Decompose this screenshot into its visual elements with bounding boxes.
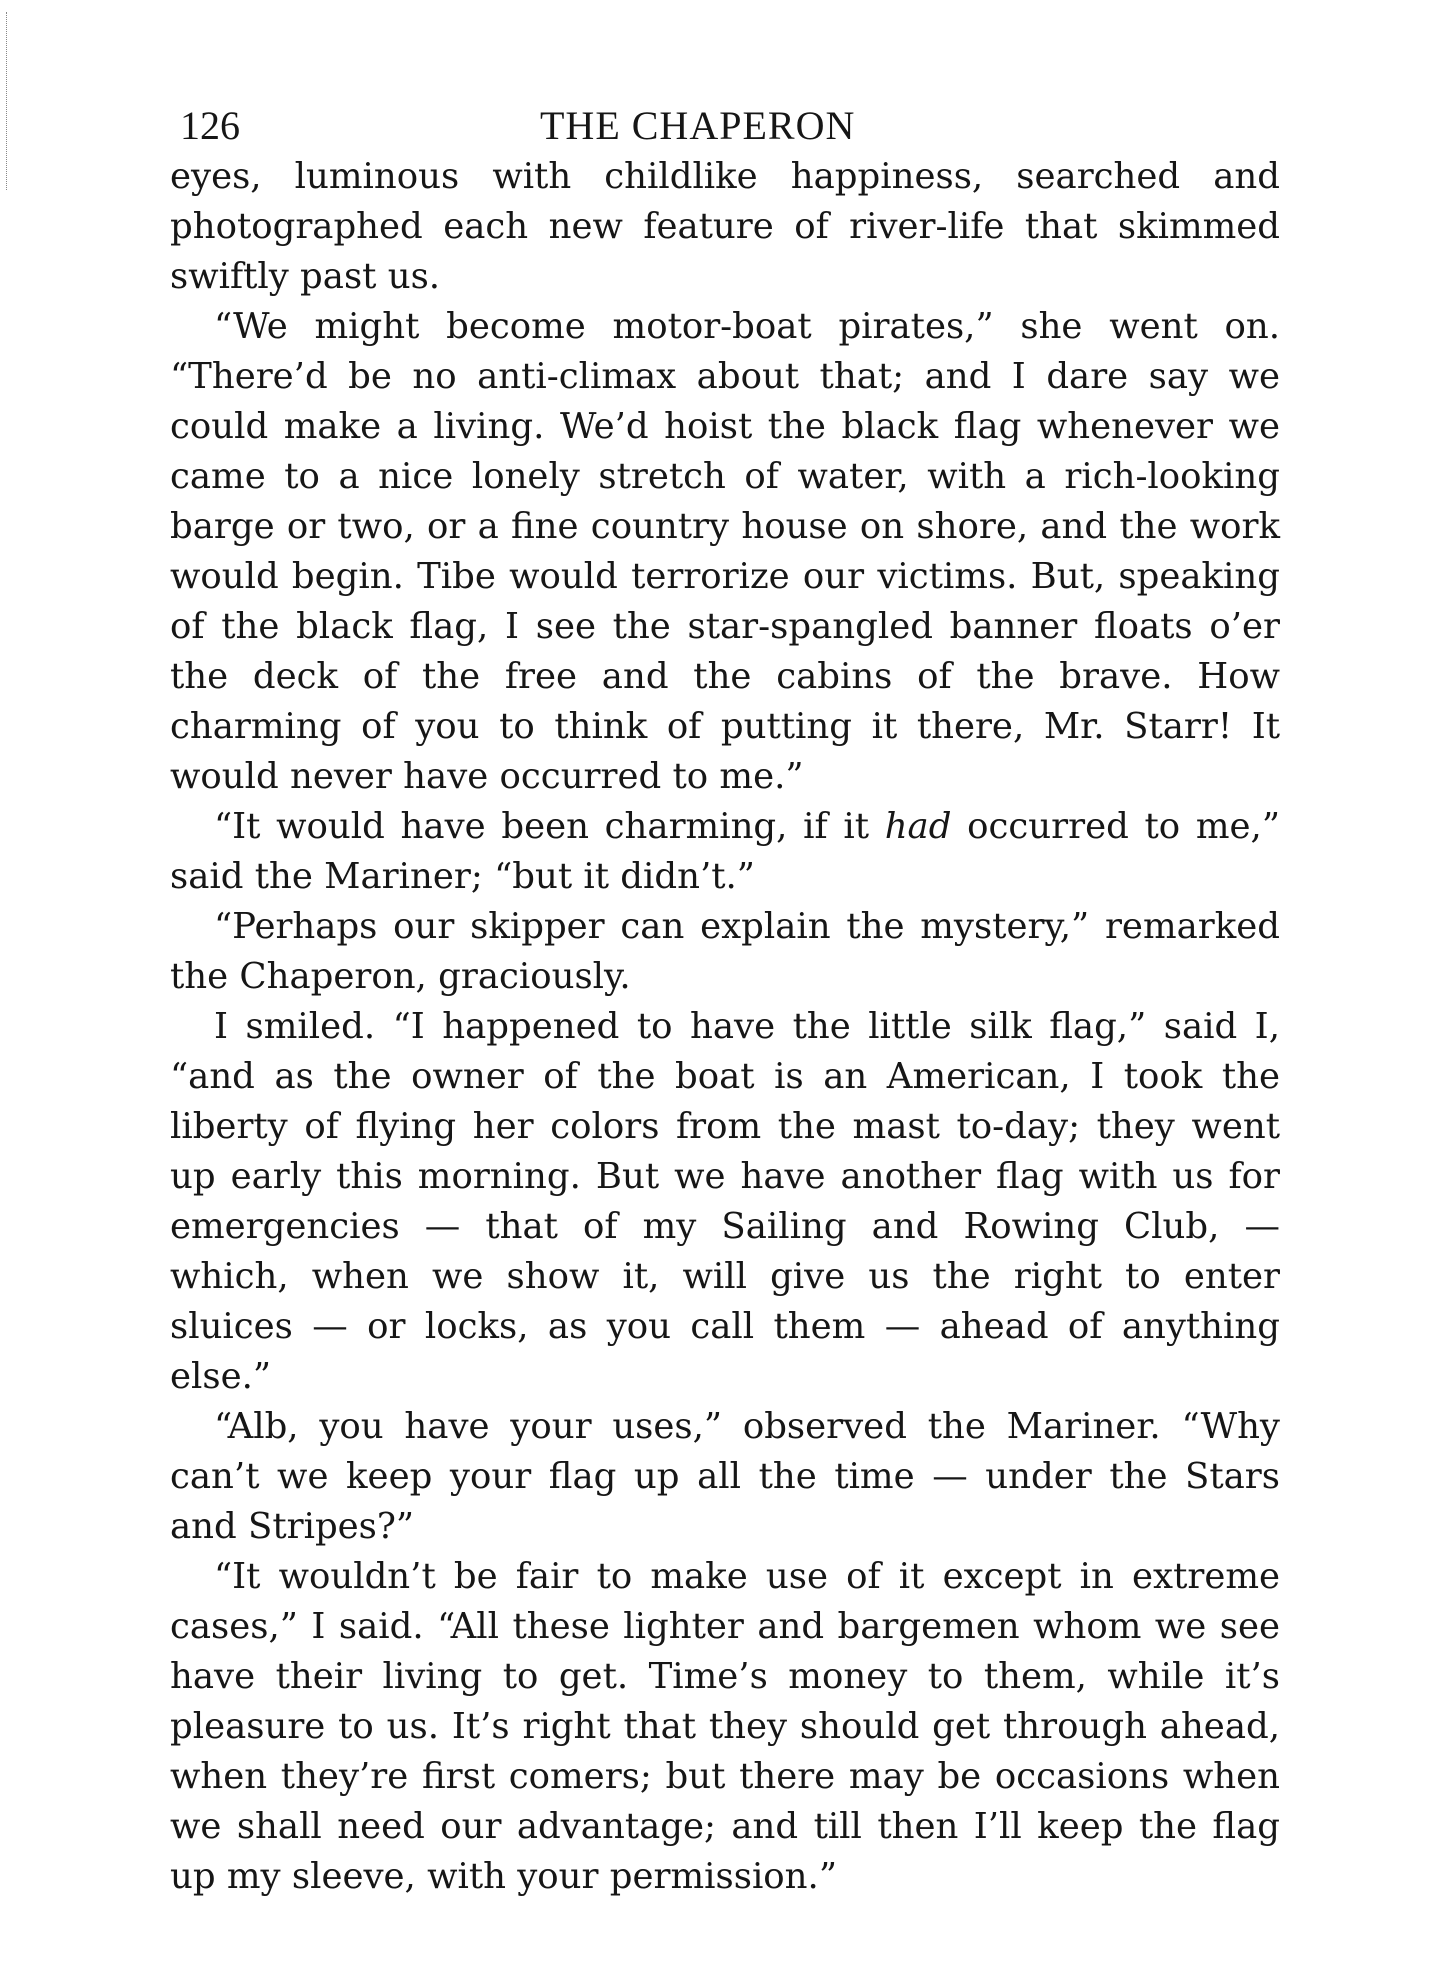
paragraph-fairness: “It wouldn’t be fair to make use of it except in extreme cases,” I said. “All these lighter and bargemen whom we see have their living to get. Time’s money to them, while it’s pleasure to us. It’s right that they should get through ahead, when they’re first comers; but there may be occasions when we shall need our advantage; and till then I’ll keep the flag up my sleeve, with your permission.” [170, 1556, 1280, 1897]
paragraph-text: occurred to me,” said the Mariner; “but it didn’t.” [170, 806, 1280, 897]
paragraph-flag-explanation: I smiled. “I happened to have the little silk flag,” said I, “and as the owner of the boat is an American, I took the liberty of flying her colors from the mast to-day; they went up early this morning. But we have another flag with us for emergencies — that of my Sailing and Rowing Club, — which, when we show it, will give us the right to enter sluices — or locks, as you call them — ahead of anything else.” [170, 1006, 1280, 1397]
body-text [170, 152, 1280, 1902]
paragraph-chaperon: “Perhaps our skipper can explain the mystery,” remarked the Chaperon, graciously. [170, 906, 1280, 997]
running-head [170, 100, 1280, 152]
paragraph-text: “It would have been charming, if it [214, 806, 885, 847]
emphasis-text: had [884, 806, 952, 847]
paragraph-alb-uses: “Alb, you have your uses,” observed the Mariner. “Why can’t we keep your flag up all the time — under the Stars and Stripes?” [170, 1406, 1280, 1547]
paragraph-mariner-reply [170, 802, 1280, 902]
page-number: 126 [180, 103, 240, 148]
paragraph-pirates: “We might become motor-boat pirates,” she went on. “There’d be no anti-climax about that; and I dare say we could make a living. We’d hoist the black flag whenever we came to a nice lonely stretch of water, with a rich-looking barge or two, or a fine country house on shore, and the work would begin. Tibe would terrorize our victims. But, speaking of the black flag, I see the star-spangled banner floats o’er the deck of the free and the cabins of the brave. How charming of you to think of putting it there, Mr. Starr! It would never have occurred to me.” [170, 306, 1280, 797]
paragraph-continuation: eyes, luminous with childlike happiness, searched and photographed each new feature of river-life that skimmed swiftly past us. [170, 156, 1280, 297]
book-page [170, 100, 1280, 1902]
scan-edge-mark [6, 12, 8, 190]
running-title: THE CHAPERON [540, 103, 856, 148]
